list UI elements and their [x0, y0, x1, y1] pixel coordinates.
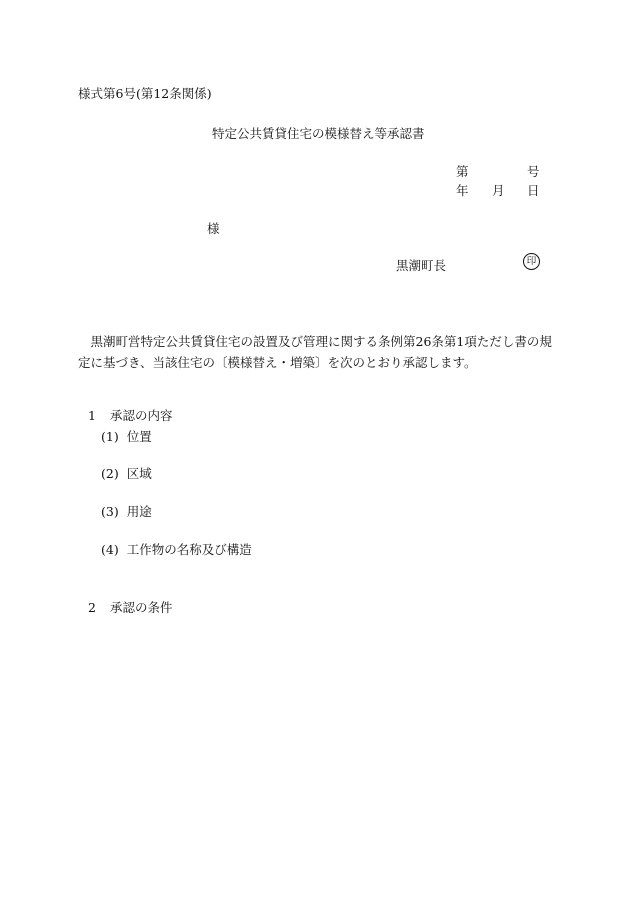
item-number: (4): [101, 542, 119, 557]
doc-number-prefix: 第: [456, 164, 469, 179]
list-item: [101, 427, 152, 445]
seal-icon: 印: [523, 253, 540, 270]
date-day-label: 日: [527, 183, 540, 198]
section-heading: [88, 406, 172, 424]
date-month-label: 月: [492, 183, 505, 198]
section-title: 承認の内容: [109, 408, 173, 423]
item-number: (3): [101, 504, 119, 519]
body-paragraph: 黒潮町営特定公共賃貸住宅の設置及び管理に関する条例第26条第1項ただし書の規定に基づき、当該住宅の〔模様替え・増築〕を次のとおり承認します。: [78, 334, 552, 370]
item-number: (1): [101, 429, 119, 444]
form-number: 様式第6号(第12条関係): [78, 86, 212, 101]
item-number: (2): [101, 466, 119, 481]
item-label: 用途: [126, 504, 152, 519]
section-heading: [88, 598, 172, 616]
list-item: [101, 502, 152, 520]
item-label: 位置: [126, 429, 152, 444]
doc-number-suffix: 号: [527, 164, 540, 179]
item-label: 区域: [126, 466, 152, 481]
section-number: 1: [88, 408, 96, 423]
date-year-label: 年: [456, 183, 469, 198]
list-item: [101, 540, 252, 558]
issuer-name: 黒潮町長: [396, 258, 447, 273]
list-item: [101, 464, 152, 482]
document-title: 特定公共賃貸住宅の模様替え等承認書: [212, 126, 425, 141]
section-number: 2: [88, 600, 96, 615]
item-label: 工作物の名称及び構造: [126, 542, 252, 557]
addressee-honorific: 様: [207, 221, 220, 236]
section-title: 承認の条件: [109, 600, 173, 615]
